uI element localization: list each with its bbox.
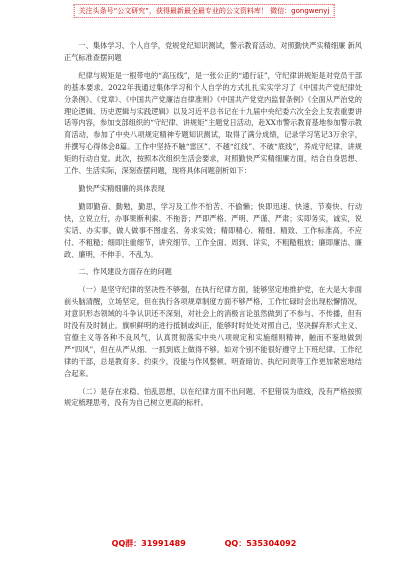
section-1-title: 一、集体学习、个人自学，党规党纪知识测试，警示教育活动、对照勤快严实精细廉 新风正气标准查摆问题 bbox=[64, 41, 362, 62]
header-banner: 关注头条号“公文研究”，获得最新最全最专业的公文资料库！ 微信：gongwenyj bbox=[74, 4, 335, 18]
footer-qq-group: QQ群：31991489 bbox=[111, 539, 186, 548]
paragraph-3: （一）是坚守纪律的坚决性不够强，在执行纪律方面，能够坚定地推护党，在大是大非面前头脑清醒，立场坚定，但在执行各项规章制度方面不够严格，工作忙碌时会出现松懈情况，对意识形态领域的斗争认识还不深刻，对社会上的消极言论虽然做到了不参与、不传播，但有时没有及时制止。旗帜鲜明的进行抵制或纠正，能够时时处处对照自己，坚决摒弃形式主义、官僚主义等各种不良风气，认真贯彻落实中央八项规定和实施细则精神，触而不鉴地做到严“四风”，但在从严从细、一抓到底上做得不够。如对个别不能很好遵守上下班纪律、工作纪律的干部，总是教育多、约束少，没能与作风整顿、明查暗访、执纪问责等工作更加紧密地结合起来。 bbox=[64, 285, 362, 378]
paragraph-2: 勤即勤奋、勤勉，勤思，学习及工作不怕苦、不偷懒；快即迅速、快速、节奏快、行动快，立说立行，办事果断利索、不拖沓；严即严格、严明、严谨、严肃；实即务实，诚实，说实话、办实事，做人做事不图虚名、务求实效；精即精心、精细、精致、工作标准高，不应付、不粗糙；细即注重细节，讲究细节、工作全面、周到、详实，不粗糙粗放；廉即廉洁、廉政、廉明，不伸手、不乱为。 bbox=[64, 201, 362, 259]
document-body bbox=[64, 40, 362, 409]
paragraph-1: 纪律与规矩是一根带电的“高压线”，是一张公正的“通行证”，守纪律讲规矩是对党员干部的基本要求。2022年我通过集体学习和个人自学的方式扎扎实实学习了《中国共产党纪律处分条例》、《党章》、《中国共产党廉洁自律准则》《中国共产党党内监督条例》《全面从严治党的理论逻辑、历史逻辑与实践逻辑》以及习近平总书记在十九届中央纪委六次全会上发表重要讲话等内容，参加支部组织的“守纪律、讲规矩”主题党日活动，赴XX市警示教育基地参加警示教育活动，参加了中央八项规定精神专题知识测试，取得了满分成绩，记录学习笔记3万余字，并撰写心得体会8篇。工作中坚持不触“雷区”、不越“红线”、不破“底线”，养成守纪律、讲规矩的行动自觉。此次，按照本次组织生活会要求，对照勤快严实精细廉方面，结合自身思想、工作、生活实际，深刻查摆问题，现将具体问题剖析如下： bbox=[64, 70, 362, 176]
footer-qq: QQ：535304092 bbox=[224, 539, 297, 548]
subheading: 勤快严实精细廉的具体表现 bbox=[78, 183, 165, 193]
footer-contact bbox=[0, 538, 408, 549]
paragraph-4: （二）是存在求稳、怕乱思想，以在纪律方面不出问题、不犯错误为底线，没有严格按照规定梳理思考，没有为自己树立更高的标杆。 bbox=[64, 386, 362, 408]
section-2-title: 二、作风建设方面存在的问题 bbox=[78, 267, 172, 277]
